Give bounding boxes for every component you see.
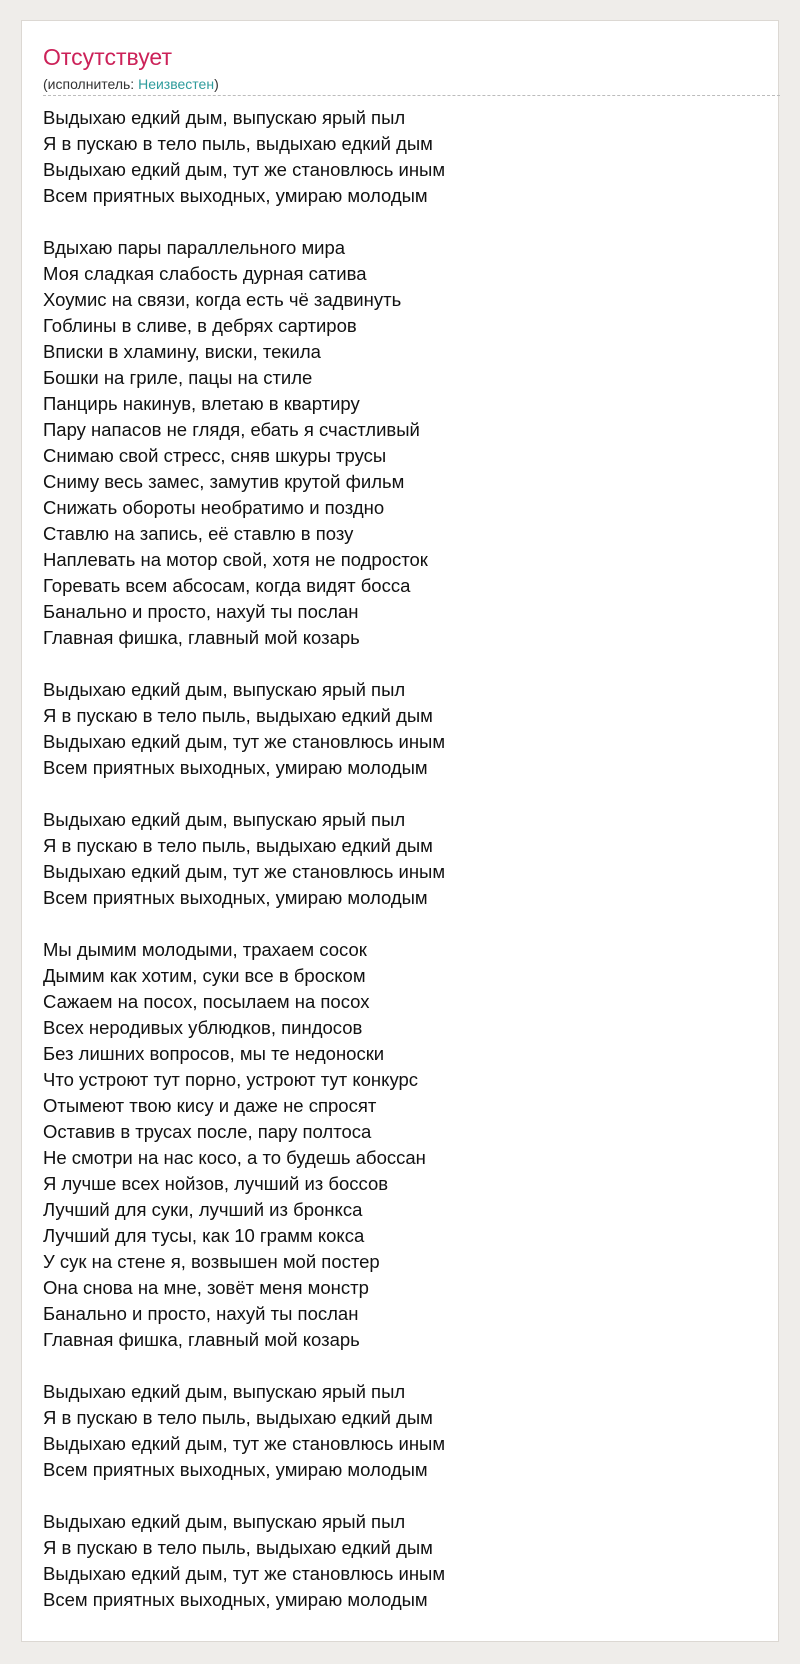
lyric-line: Сажаем на посох, посылаем на посох <box>43 991 370 1012</box>
lyrics-stanza <box>43 677 768 781</box>
lyric-line: Мы дымим молодыми, трахаем сосок <box>43 939 367 960</box>
lyric-line: Главная фишка, главный мой козарь <box>43 627 360 648</box>
lyric-line: Всем приятных выходных, умираю молодым <box>43 1589 428 1610</box>
song-title: Отсутствует <box>43 44 172 70</box>
lyric-line: Выдыхаю едкий дым, тут же становлюсь иным <box>43 861 446 882</box>
lyric-line: Отымеют твою кису и даже не спросят <box>43 1095 377 1116</box>
lyric-line: Выдыхаю едкий дым, выпускаю ярый пыл <box>43 1511 406 1532</box>
lyric-line: Выдыхаю едкий дым, выпускаю ярый пыл <box>43 679 406 700</box>
artist-link[interactable]: Неизвестен <box>138 76 215 92</box>
lyric-line: Что устроют тут порно, устроют тут конкурс <box>43 1069 419 1090</box>
lyric-line: Снижать обороты необратимо и поздно <box>43 497 385 518</box>
lyrics-card <box>21 20 779 1642</box>
lyric-line: Всем приятных выходных, умираю молодым <box>43 887 428 908</box>
lyric-line: Я лучше всех нойзов, лучший из боссов <box>43 1173 389 1194</box>
lyric-line: Всем приятных выходных, умираю молодым <box>43 757 428 778</box>
lyric-line: Банально и просто, нахуй ты послан <box>43 1303 359 1324</box>
lyric-line: Я в пускаю в тело пыль, выдыхаю едкий дым <box>43 1537 433 1558</box>
lyric-line: Всех неродивых ублюдков, пиндосов <box>43 1017 363 1038</box>
lyric-line: Выдыхаю едкий дым, выпускаю ярый пыл <box>43 1381 406 1402</box>
lyric-line: Без лишних вопросов, мы те недоноски <box>43 1043 385 1064</box>
lyric-line: Я в пускаю в тело пыль, выдыхаю едкий дым <box>43 835 433 856</box>
lyric-line: Она снова на мне, зовёт меня монстр <box>43 1277 369 1298</box>
lyric-line: Не смотри на нас косо, а то будешь абоссан <box>43 1147 426 1168</box>
lyric-line: Выдыхаю едкий дым, тут же становлюсь иным <box>43 1563 446 1584</box>
lyric-line: Выдыхаю едкий дым, тут же становлюсь иным <box>43 159 446 180</box>
lyric-line: Вдыхаю пары параллельного мира <box>43 237 346 258</box>
lyrics-body <box>43 105 768 1639</box>
header-divider <box>43 95 780 96</box>
lyric-line: Лучший для суки, лучший из бронкса <box>43 1199 363 1220</box>
lyric-line: Оставив в трусах после, пару полтоса <box>43 1121 372 1142</box>
lyric-line: Главная фишка, главный мой козарь <box>43 1329 360 1350</box>
lyric-line: Хоумис на связи, когда есть чё задвинуть <box>43 289 402 310</box>
lyric-line: У сук на стене я, возвышен мой постер <box>43 1251 380 1272</box>
lyric-line: Вписки в хламину, виски, текила <box>43 341 321 362</box>
lyric-line: Снимаю свой стресс, сняв шкуры трусы <box>43 445 387 466</box>
lyric-line: Выдыхаю едкий дым, тут же становлюсь иным <box>43 731 446 752</box>
lyric-line: Я в пускаю в тело пыль, выдыхаю едкий дым <box>43 133 433 154</box>
lyrics-stanza <box>43 235 768 651</box>
artist-line <box>43 75 219 93</box>
lyric-line: Я в пускаю в тело пыль, выдыхаю едкий дым <box>43 1407 433 1428</box>
lyrics-stanza <box>43 1509 768 1613</box>
lyric-line: Панцирь накинув, влетаю в квартиру <box>43 393 360 414</box>
lyric-line: Дымим как хотим, суки все в броском <box>43 965 366 986</box>
lyric-line: Банально и просто, нахуй ты послан <box>43 601 359 622</box>
lyric-line: Всем приятных выходных, умираю молодым <box>43 185 428 206</box>
lyrics-stanza <box>43 105 768 209</box>
lyric-line: Бошки на гриле, пацы на стиле <box>43 367 313 388</box>
artist-prefix: (исполнитель: <box>43 76 139 92</box>
lyric-line: Выдыхаю едкий дым, выпускаю ярый пыл <box>43 809 406 830</box>
lyrics-stanza <box>43 1379 768 1483</box>
lyric-line: Выдыхаю едкий дым, тут же становлюсь иным <box>43 1433 446 1454</box>
lyric-line: Моя сладкая слабость дурная сатива <box>43 263 367 284</box>
lyric-line: Лучший для тусы, как 10 грамм кокса <box>43 1225 365 1246</box>
lyric-line: Пару напасов не глядя, ебать я счастливый <box>43 419 420 440</box>
lyric-line: Гоблины в сливе, в дебрях сартиров <box>43 315 357 336</box>
lyric-line: Ставлю на запись, её ставлю в позу <box>43 523 354 544</box>
artist-suffix: ) <box>214 76 219 92</box>
lyric-line: Сниму весь замес, замутив крутой фильм <box>43 471 405 492</box>
lyric-line: Наплевать на мотор свой, хотя не подросток <box>43 549 428 570</box>
lyrics-stanza <box>43 807 768 911</box>
lyric-line: Выдыхаю едкий дым, выпускаю ярый пыл <box>43 107 406 128</box>
lyrics-stanza <box>43 937 768 1353</box>
lyric-line: Всем приятных выходных, умираю молодым <box>43 1459 428 1480</box>
lyric-line: Горевать всем абсосам, когда видят босса <box>43 575 411 596</box>
lyric-line: Я в пускаю в тело пыль, выдыхаю едкий дым <box>43 705 433 726</box>
